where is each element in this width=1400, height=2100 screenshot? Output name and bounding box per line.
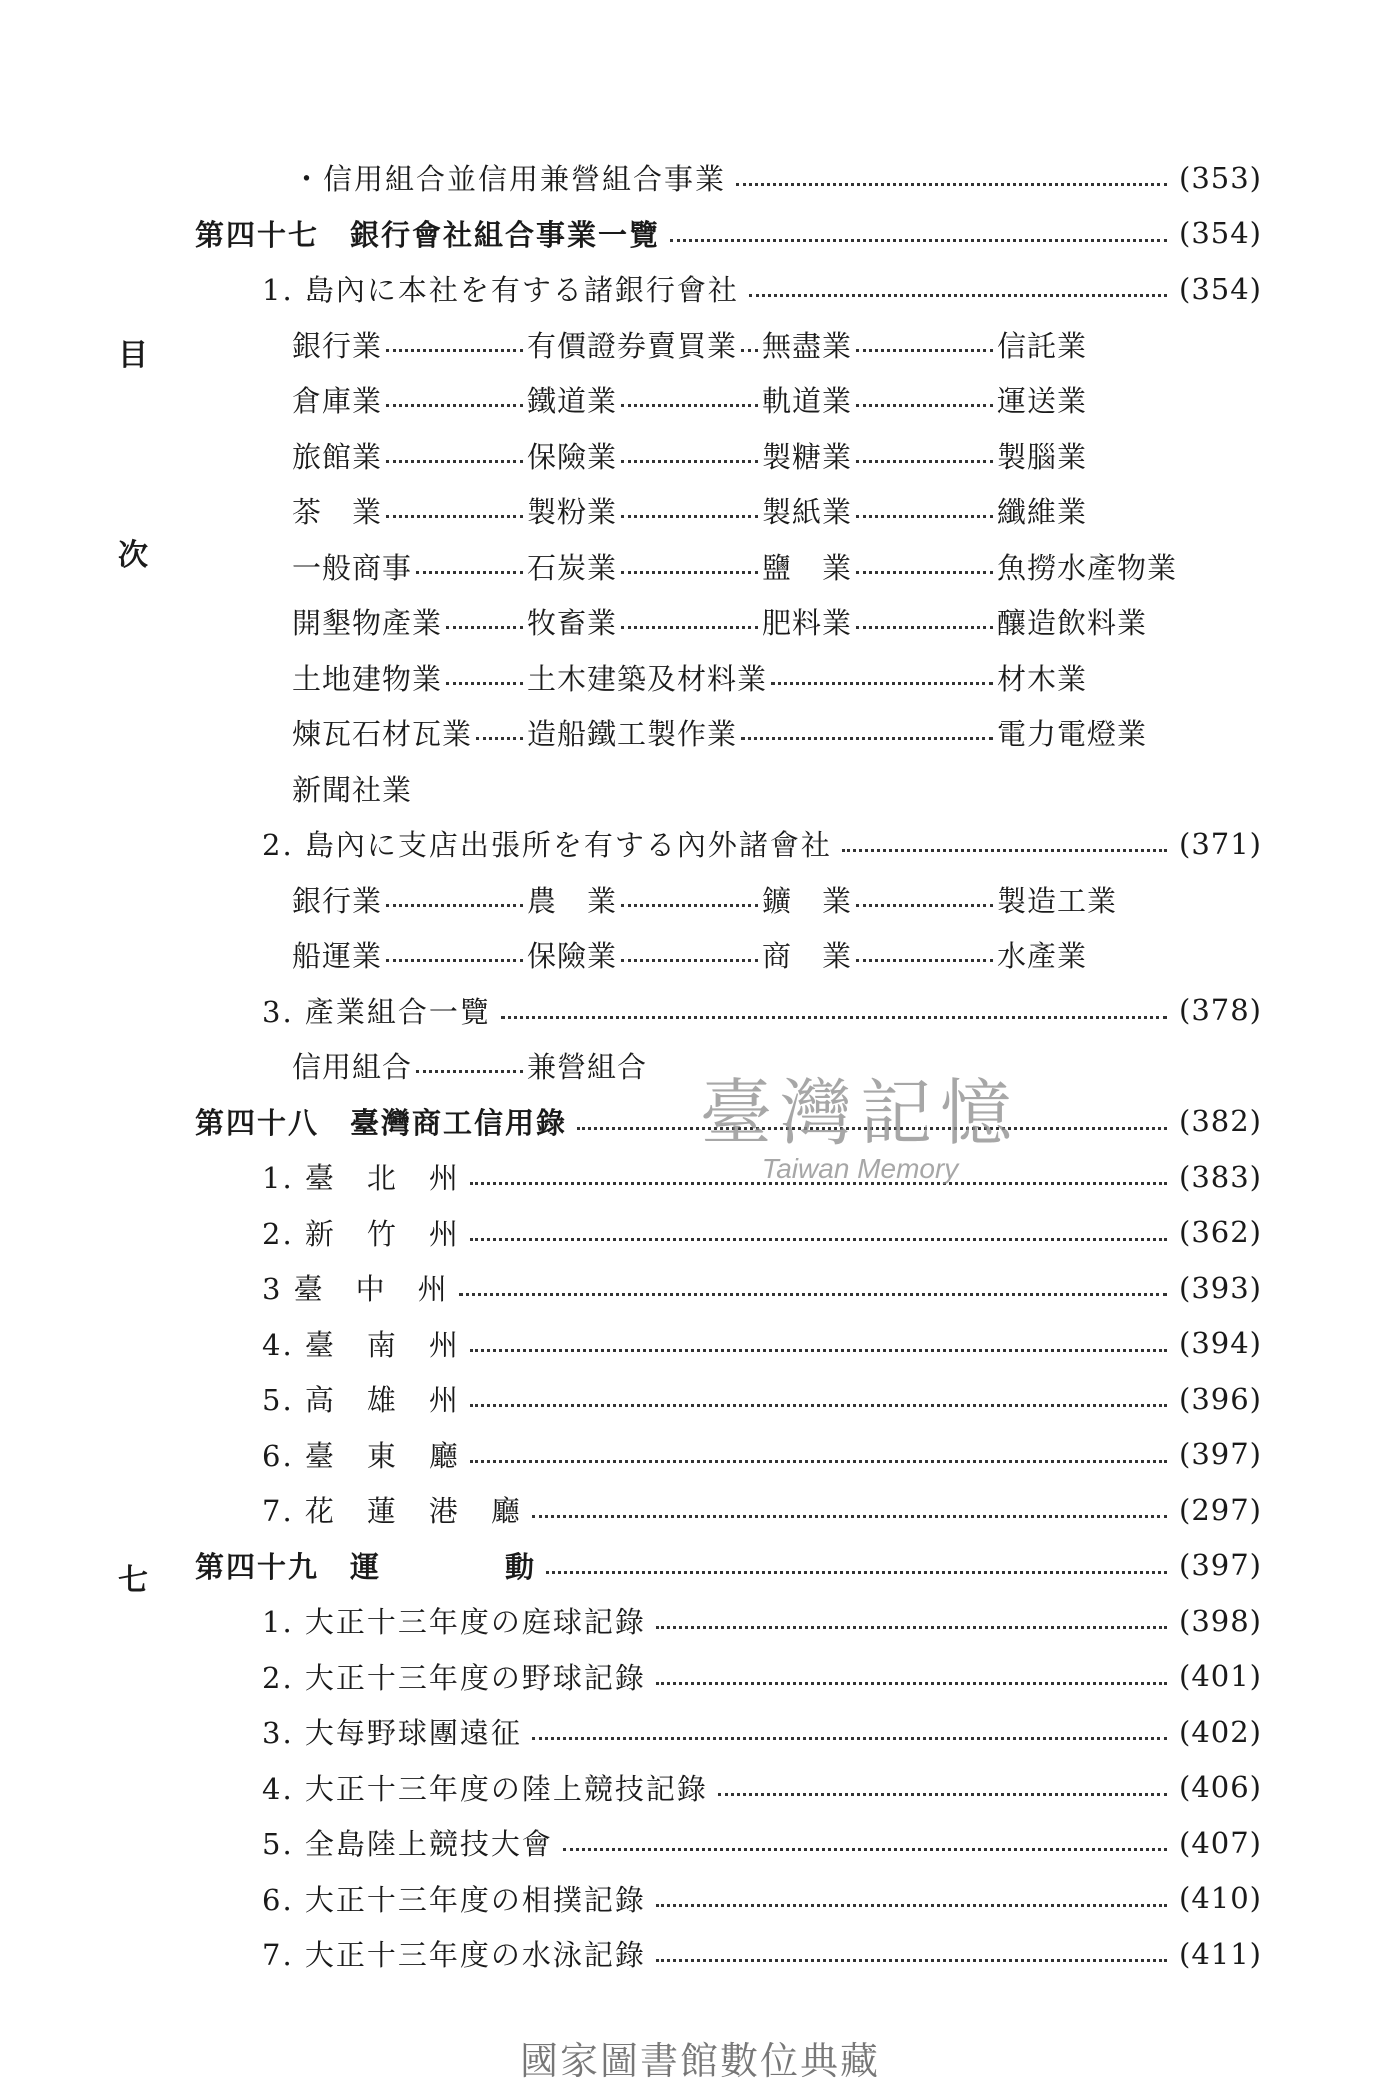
entry-page: (394) xyxy=(1179,1326,1262,1361)
dot-leader xyxy=(656,1680,1167,1685)
grid-cell: 兼營組合 xyxy=(527,1050,648,1085)
watermark-logo xyxy=(700,1055,1020,1185)
grid-cell: 開墾物產業 xyxy=(292,601,527,642)
entry-page: (393) xyxy=(1179,1270,1262,1305)
grid-cell: 保險業 xyxy=(527,934,762,975)
grid-cell: 信用組合 xyxy=(292,1045,527,1086)
toc-entry[interactable] xyxy=(0,150,1400,206)
side-label-mu: 目 xyxy=(118,338,148,373)
grid-row xyxy=(0,705,1400,761)
toc-entry[interactable] xyxy=(0,1760,1400,1816)
entry-page: (406) xyxy=(1179,1770,1262,1805)
entry-title: 7. 花 蓮 港 廳 xyxy=(262,1494,522,1529)
toc-entry[interactable] xyxy=(0,1649,1400,1705)
grid-cell: 魚撈水產物業 xyxy=(997,550,1178,585)
entry-page: (396) xyxy=(1179,1381,1262,1416)
entry-title: 4. 臺 南 州 xyxy=(262,1327,460,1362)
grid-cell: 水產業 xyxy=(997,939,1088,974)
grid-row xyxy=(0,317,1400,373)
dot-leader xyxy=(670,237,1167,242)
grid-cell: 製腦業 xyxy=(997,439,1088,474)
grid-cell: 鐵道業 xyxy=(527,379,762,420)
entry-page: (297) xyxy=(1179,1492,1262,1527)
grid-cell: 農 業 xyxy=(527,879,762,920)
entry-page: (397) xyxy=(1179,1437,1262,1472)
grid-cell: 製造工業 xyxy=(997,883,1118,918)
grid-cell: 製糖業 xyxy=(762,435,997,476)
grid-cell: 牧畜業 xyxy=(527,601,762,642)
entry-page: (407) xyxy=(1179,1825,1262,1860)
grid-cell: 運送業 xyxy=(997,384,1088,419)
entry-page: (354) xyxy=(1179,271,1262,306)
entry-title: 7. 大正十三年度の水泳記錄 xyxy=(262,1938,646,1973)
dot-leader xyxy=(656,1902,1167,1907)
toc-entry[interactable] xyxy=(0,1427,1400,1483)
entry-title: 1. 臺 北 州 xyxy=(262,1161,460,1196)
entry-title: 5. 全島陸上競技大會 xyxy=(262,1827,553,1862)
grid-row xyxy=(0,927,1400,983)
entry-title: 4. 大正十三年度の陸上競技記錄 xyxy=(262,1771,708,1806)
side-label-ji: 次 xyxy=(118,538,148,573)
industry-grid-2 xyxy=(0,872,1400,983)
dot-leader xyxy=(749,292,1167,297)
grid-cell: 旅館業 xyxy=(292,435,527,476)
entry-title: 6. 臺 東 廳 xyxy=(262,1438,460,1473)
grid-cell: 軌道業 xyxy=(762,379,997,420)
grid-row xyxy=(0,372,1400,428)
dot-leader xyxy=(470,1236,1167,1241)
toc-entry[interactable] xyxy=(0,1371,1400,1427)
entry-page: (378) xyxy=(1179,993,1262,1028)
toc-chapter[interactable] xyxy=(0,1538,1400,1594)
grid-cell: 材木業 xyxy=(997,661,1088,696)
entry-page: (398) xyxy=(1179,1603,1262,1638)
toc-entry[interactable] xyxy=(0,1593,1400,1649)
toc-entry[interactable] xyxy=(0,1482,1400,1538)
entry-title: 5. 高 雄 州 xyxy=(262,1383,460,1418)
grid-row xyxy=(0,650,1400,706)
dot-leader xyxy=(532,1735,1167,1740)
chapter-title: 第四十九 運 動 xyxy=(195,1549,537,1584)
side-label-page-number: 七 xyxy=(118,1563,148,1598)
grid-row xyxy=(0,539,1400,595)
entry-page: (354) xyxy=(1179,216,1262,251)
grid-cell: 商 業 xyxy=(762,934,997,975)
grid-cell: 銀行業 xyxy=(292,324,527,365)
chapter-title: 第四十七 銀行會社組合事業一覽 xyxy=(195,217,661,252)
toc-entry[interactable] xyxy=(0,983,1400,1039)
toc-entry[interactable] xyxy=(0,1260,1400,1316)
entry-title: 6. 大正十三年度の相撲記錄 xyxy=(262,1882,646,1917)
grid-cell: 無盡業 xyxy=(762,324,997,365)
entry-page: (371) xyxy=(1179,826,1262,861)
grid-row xyxy=(0,428,1400,484)
toc-entry[interactable] xyxy=(0,1704,1400,1760)
dot-leader xyxy=(470,1458,1167,1463)
dot-leader xyxy=(842,847,1167,852)
toc-entry[interactable] xyxy=(0,261,1400,317)
grid-row xyxy=(0,872,1400,928)
toc-entry[interactable] xyxy=(0,1871,1400,1927)
entry-title: 1. 島內に本社を有する諸銀行會社 xyxy=(262,273,739,308)
watermark-chinese: 臺灣記憶 xyxy=(700,1071,1021,1155)
grid-cell: 保險業 xyxy=(527,435,762,476)
chapter-title: 第四十八 臺灣商工信用錄 xyxy=(195,1105,568,1140)
entry-page: (410) xyxy=(1179,1881,1262,1916)
entry-page: (362) xyxy=(1179,1215,1262,1250)
watermark-english: Taiwan Memory xyxy=(761,1153,959,1184)
grid-cell: 製粉業 xyxy=(527,490,762,531)
entry-title: 2. 新 竹 州 xyxy=(262,1216,460,1251)
grid-cell: 製紙業 xyxy=(762,490,997,531)
entry-page: (411) xyxy=(1179,1936,1262,1971)
grid-row xyxy=(0,761,1400,817)
entry-title: ・信用組合並信用兼營組合事業 xyxy=(292,162,727,197)
toc-entry[interactable] xyxy=(0,1205,1400,1261)
entry-title: 3 臺 中 州 xyxy=(262,1272,449,1307)
grid-cell: 鑛 業 xyxy=(762,879,997,920)
entry-page: (397) xyxy=(1179,1548,1262,1583)
toc-chapter[interactable] xyxy=(0,206,1400,262)
grid-row xyxy=(0,594,1400,650)
grid-cell: 肥料業 xyxy=(762,601,997,642)
dot-leader xyxy=(718,1791,1167,1796)
entry-title: 3. 大每野球團遠征 xyxy=(262,1716,522,1751)
entry-title: 3. 產業組合一覽 xyxy=(262,994,491,1029)
entry-title: 2. 島內に支店出張所を有する內外諸會社 xyxy=(262,828,832,863)
dot-leader xyxy=(736,181,1167,186)
industry-grid-1 xyxy=(0,317,1400,817)
grid-cell: 煉瓦石材瓦業 xyxy=(292,712,527,753)
entry-title: 2. 大正十三年度の野球記錄 xyxy=(262,1660,646,1695)
grid-cell: 土地建物業 xyxy=(292,657,527,698)
entry-page: (382) xyxy=(1179,1104,1262,1139)
dot-leader xyxy=(470,1347,1167,1352)
grid-cell: 茶 業 xyxy=(292,490,527,531)
toc-entry[interactable] xyxy=(0,1815,1400,1871)
toc-entry[interactable] xyxy=(0,1316,1400,1372)
grid-cell: 新聞社業 xyxy=(292,772,413,807)
grid-cell: 纖維業 xyxy=(997,495,1088,530)
grid-cell: 銀行業 xyxy=(292,879,527,920)
grid-cell: 土木建築及材料業 xyxy=(527,657,997,698)
toc-entry[interactable] xyxy=(0,816,1400,872)
entry-page: (401) xyxy=(1179,1659,1262,1694)
footer-credit: 國家圖書館數位典藏 xyxy=(519,2039,880,2083)
dot-leader xyxy=(501,1014,1167,1019)
grid-cell: 石炭業 xyxy=(527,546,762,587)
grid-cell: 船運業 xyxy=(292,934,527,975)
grid-cell: 電力電燈業 xyxy=(997,717,1148,752)
entry-page: (353) xyxy=(1179,160,1262,195)
dot-leader xyxy=(656,1957,1167,1962)
dot-leader xyxy=(532,1513,1167,1518)
grid-cell: 造船鐵工製作業 xyxy=(527,712,997,753)
grid-cell: 有價證券賣買業 xyxy=(527,324,762,365)
entry-title: 1. 大正十三年度の庭球記錄 xyxy=(262,1605,646,1640)
grid-cell: 鹽 業 xyxy=(762,546,997,587)
entry-page: (383) xyxy=(1179,1159,1262,1194)
dot-leader xyxy=(563,1846,1167,1851)
grid-cell: 信託業 xyxy=(997,328,1088,363)
dot-leader xyxy=(546,1569,1167,1574)
grid-row xyxy=(0,483,1400,539)
dot-leader xyxy=(459,1291,1167,1296)
dot-leader xyxy=(470,1402,1167,1407)
dot-leader xyxy=(656,1624,1167,1629)
grid-cell: 倉庫業 xyxy=(292,379,527,420)
entry-page: (402) xyxy=(1179,1714,1262,1749)
grid-cell: 一般商事 xyxy=(292,546,527,587)
grid-cell: 釀造飲料業 xyxy=(997,606,1148,641)
toc-entry[interactable] xyxy=(0,1926,1400,1982)
